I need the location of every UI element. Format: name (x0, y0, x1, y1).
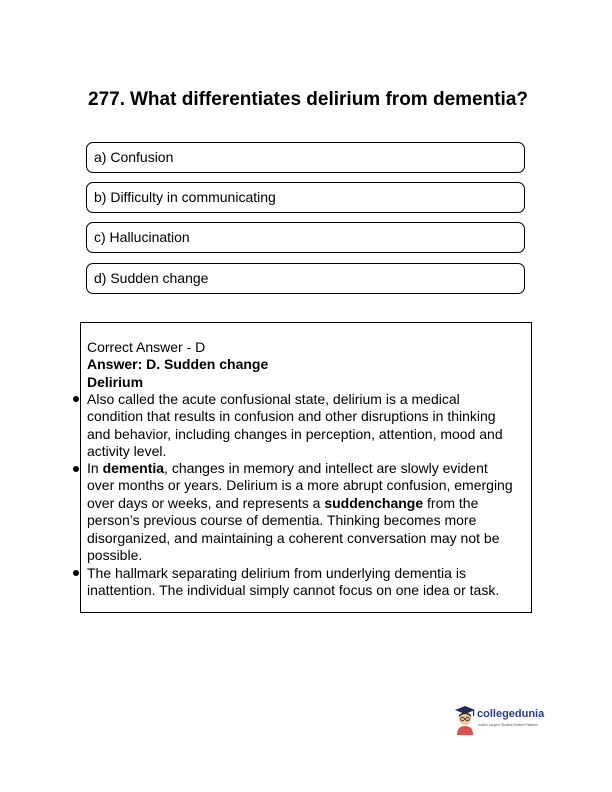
question-text: What differentiates delirium from dementia? (130, 89, 528, 110)
bullet-dot (73, 466, 79, 472)
correct-answer-label: Correct Answer - D (87, 339, 206, 355)
bullet1-line: condition that results in confusion and other disruptions in thinking (87, 408, 496, 425)
option-b[interactable]: b) Difficulty in communicating (86, 182, 525, 213)
option-d[interactable]: d) Sudden change (86, 263, 525, 294)
text-run: over days or weeks, and represents a (87, 494, 325, 511)
bullet1-line: Also called the acute confusional state, delirium is a medical (87, 391, 460, 407)
bullet-dot (73, 396, 79, 402)
bullet-paragraph-1 (87, 391, 532, 461)
question-number: 277. (88, 89, 125, 110)
bullet2-line: disorganized, and maintaining a coherent conversation may not be (87, 529, 500, 546)
option-a[interactable]: a) Confusion (86, 142, 525, 173)
bullet2-line (87, 495, 532, 512)
bullet1-line: and behavior, including changes in perception, attention, mood and (87, 425, 503, 442)
bullet2-line: possible. (87, 547, 143, 564)
bullet-paragraph-2 (87, 460, 532, 564)
bullet3-line: The hallmark separating delirium from underlying dementia is (87, 565, 466, 581)
graduate-avatar-icon (454, 705, 476, 735)
bullet3-line: inattention. The individual simply cannot focus on one idea or task. (87, 582, 500, 599)
option-c[interactable]: c) Hallucination (86, 222, 525, 253)
bullet-paragraph-3 (87, 565, 532, 600)
logo-tagline: India's Largest Student Review Platform (478, 723, 539, 727)
bullet2-line: person’s previous course of dementia. Thinking becomes more (87, 512, 477, 529)
bullet2-line (87, 460, 532, 477)
answer-heading: Answer: D. Sudden change (87, 356, 269, 372)
bullet-dot (73, 570, 79, 576)
collegedunia-logo (454, 705, 574, 739)
text-run: from the (423, 494, 479, 511)
bold-term-dementia: dementia (102, 460, 165, 476)
bullet2-line: over months or years. Delirium is a more abrupt confusion, emerging (87, 477, 513, 494)
text-run: In (87, 460, 103, 476)
answer-subheading: Delirium (87, 374, 144, 390)
bullet1-line: activity level. (87, 443, 167, 460)
logo-wordmark: collegedunia (477, 708, 545, 720)
text-run: , changes in memory and intellect are slowly evident (164, 460, 488, 476)
bold-term-suddenchange: suddenchange (324, 494, 424, 511)
